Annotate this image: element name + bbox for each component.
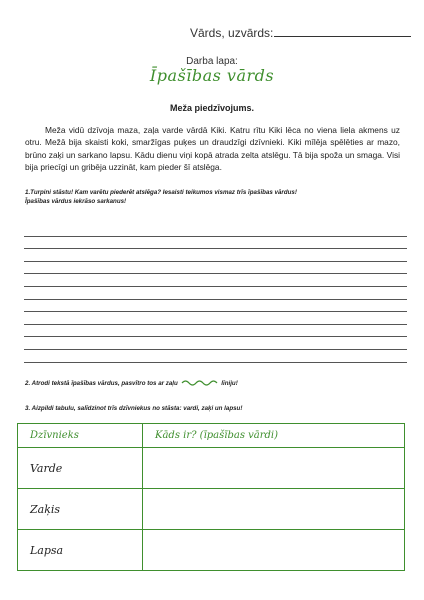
task-1-line-1: 1.Turpini stāstu! Kam varētu piederēt atslēga? Iesaisti teikumos vismaz trīs īpašības vārdus! <box>25 189 297 196</box>
table-cell-answer[interactable] <box>143 448 405 489</box>
table-header-row <box>18 424 405 448</box>
table-cell-animal: Zaķis <box>18 489 143 530</box>
sheet-title: Īpašības vārds <box>149 66 275 85</box>
writing-line[interactable] <box>24 337 407 350</box>
writing-line[interactable] <box>24 312 407 325</box>
task-1-line-2: Īpašības vārdus iekrāso sarkanus! <box>25 198 127 205</box>
writing-lines[interactable] <box>24 224 407 372</box>
writing-line[interactable] <box>24 224 407 237</box>
story-text: Meža vidū dzīvoja maza, zaļa varde vārdā Kiki. Katru rītu Kiki lēca no viena liela akmens uz otru. Mežā bija skaisti koki, smaržīgas puķes un draudzīgi dzīvnieki. Kiki mīlēja spēlēties ar mazo, brūno zaķi un sarkano lapsu. Kādu dienu viņi kopā atrada zelta atslēgu. Tā bija spoža un smaga. Visi bija priecīgi un gribēja uzzināt, kam pieder šī atslēga. <box>25 125 400 173</box>
writing-line[interactable] <box>24 300 407 313</box>
sheet-label: Darba lapa: <box>186 56 238 67</box>
task-2 <box>25 379 405 388</box>
green-wavy-line-icon <box>181 379 219 387</box>
writing-line[interactable] <box>24 325 407 338</box>
writing-line[interactable] <box>24 237 407 250</box>
task-3: 3. Aizpildi tabulu, salīdzinot trīs dzīvniekus no stāsta: vardi, zaķi un lapsu! <box>25 405 243 412</box>
name-label: Vārds, uzvārds: <box>190 26 274 40</box>
story-title: Meža piedzīvojums. <box>169 103 255 113</box>
writing-line[interactable] <box>24 350 407 363</box>
writing-line[interactable] <box>24 287 407 300</box>
table-header-animal: Dzīvnieks <box>18 424 143 448</box>
table-row <box>18 448 405 489</box>
table-cell-answer[interactable] <box>143 530 405 571</box>
table-row <box>18 489 405 530</box>
name-field <box>190 26 411 40</box>
writing-line[interactable] <box>24 262 407 275</box>
comparison-table <box>17 423 405 571</box>
writing-line[interactable] <box>24 274 407 287</box>
table-cell-animal: Varde <box>18 448 143 489</box>
table-row <box>18 530 405 571</box>
task-2-text: 2. Atrodi tekstā īpašības vārdus, pasvītro tos ar zaļu <box>25 380 178 387</box>
table-cell-answer[interactable] <box>143 489 405 530</box>
table-header-qualities: Kāds ir? (īpašības vārdi) <box>143 424 405 448</box>
writing-line[interactable] <box>24 249 407 262</box>
table-cell-animal: Lapsa <box>18 530 143 571</box>
task-2-text-end: līniju! <box>221 380 238 387</box>
task-1 <box>25 188 405 206</box>
name-write-line[interactable] <box>274 26 411 37</box>
